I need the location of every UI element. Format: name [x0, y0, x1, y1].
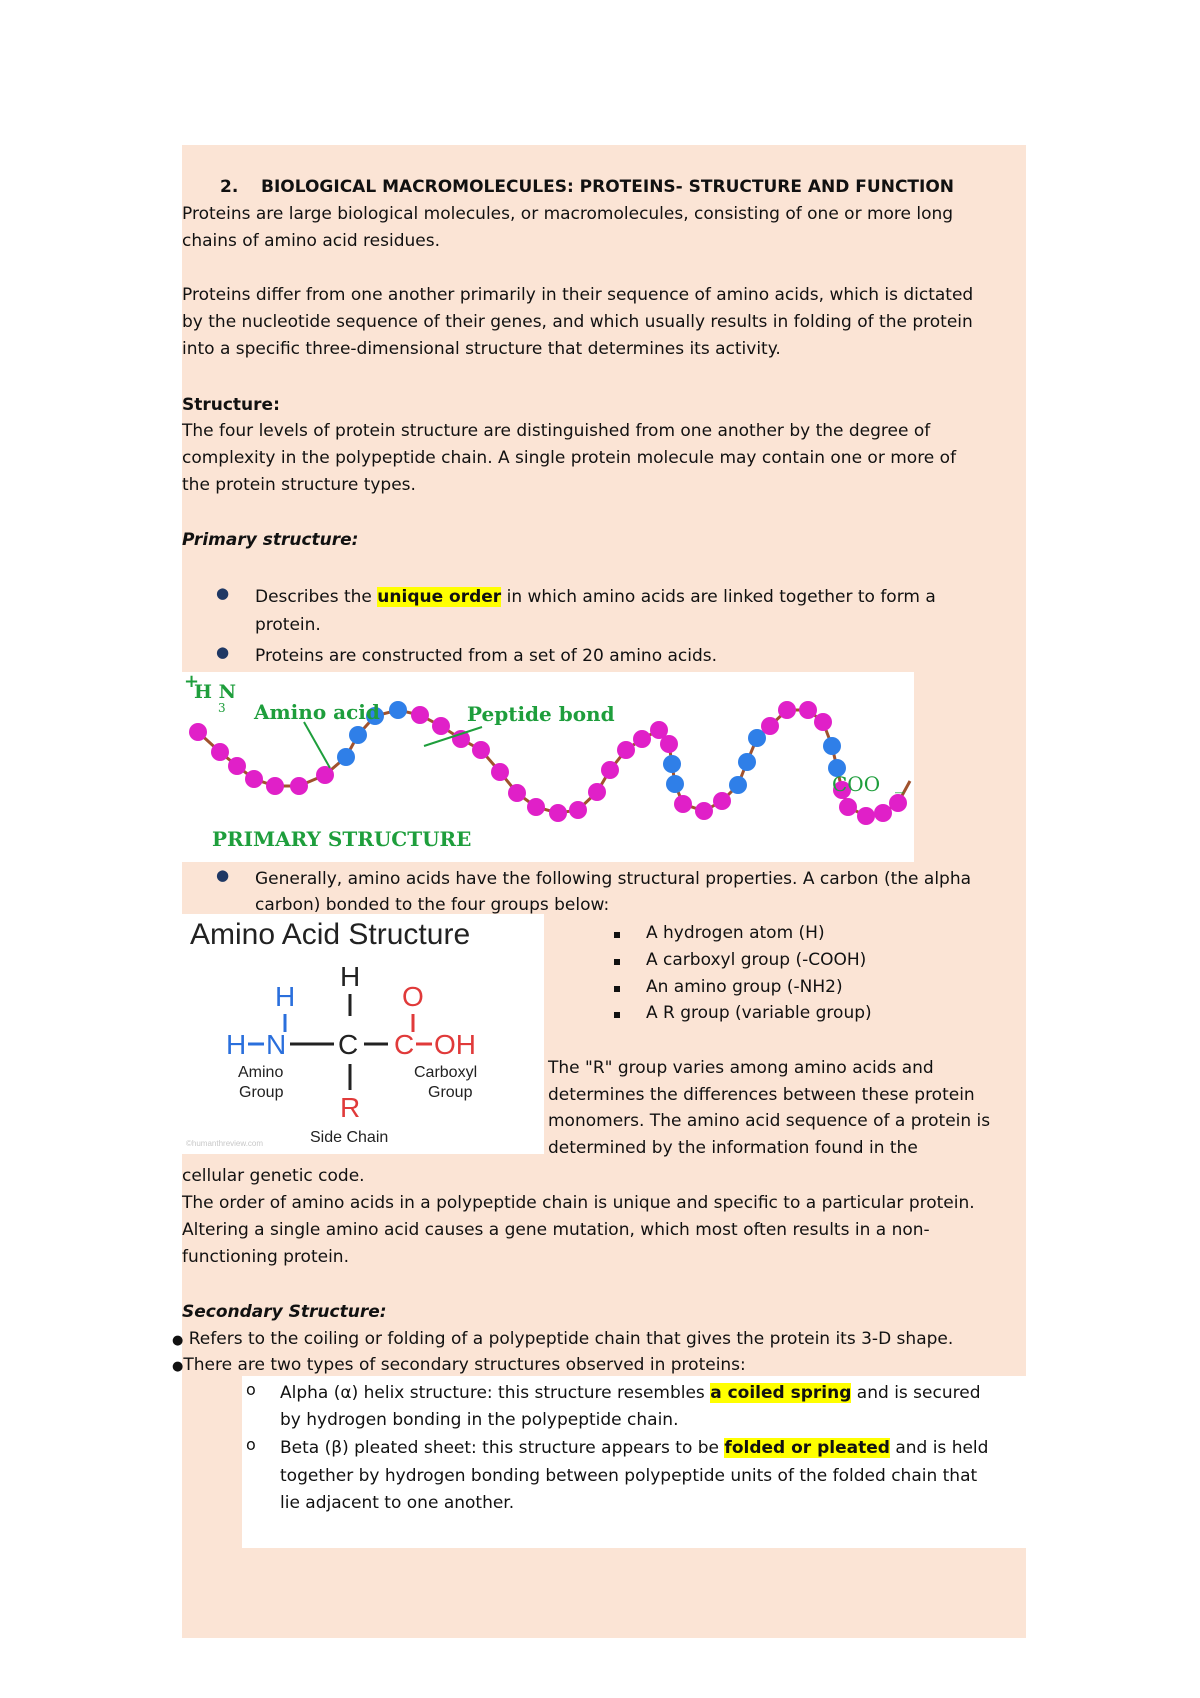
beta-sheet-cont: together by hydrogen bonding between polypeptide units of the folded chain that	[280, 1466, 978, 1486]
highlight-folded-pleated: folded or pleated	[724, 1438, 890, 1458]
watermark: ©humanthreview.com	[186, 1139, 264, 1148]
amino-acid-bead-pink	[799, 701, 817, 719]
after-line: Altering a single amino acid causes a gene mutation, which most often results in a non-	[182, 1220, 930, 1240]
bullet-dot: ●	[172, 1333, 184, 1348]
text: and is secured	[851, 1383, 981, 1403]
structure-line: complexity in the polypeptide chain. A single protein molecule may contain one or more of	[182, 448, 957, 468]
amino-acid-bead-pink	[549, 804, 567, 822]
structure-line: The four levels of protein structure are distinguished from one another by the degree of	[182, 421, 931, 441]
circle-bullet: o	[246, 1435, 256, 1454]
amino-group-label-2: Group	[239, 1084, 284, 1101]
primary-bullet-3: Generally, amino acids have the following structural properties. A carbon (the alpha	[255, 869, 972, 889]
beta-sheet-cont: lie adjacent to one another.	[280, 1493, 515, 1513]
bullet-dot: ●	[172, 1359, 184, 1374]
bullet-dot: ●	[216, 643, 230, 661]
amino-acid-bead-pink	[889, 794, 907, 812]
r-group-text: determines the differences between these protein	[548, 1085, 975, 1105]
amino-acid-bead-blue	[823, 737, 841, 755]
amino-acid-bead-pink	[617, 741, 635, 759]
amino-acid-bead-blue	[666, 775, 684, 793]
amino-acid-bead-pink	[472, 741, 490, 759]
amino-acid-bead-pink	[874, 804, 892, 822]
group-item: A carboxyl group (-COOH)	[646, 950, 867, 970]
primary-bullet-3-cont: carbon) bonded to the four groups below:	[255, 895, 610, 915]
amino-acid-bead-pink	[601, 761, 619, 779]
primary-bullet-1-cont: protein.	[255, 615, 321, 635]
nh3-sub: 3	[218, 701, 226, 715]
circle-bullet: o	[246, 1380, 256, 1399]
r-group-text: determined by the information found in the	[548, 1138, 918, 1158]
after-line: The order of amino acids in a polypeptide chain is unique and specific to a particular protein.	[182, 1193, 975, 1213]
coo-minus: _	[895, 773, 904, 794]
amino-acid-bead-pink	[761, 717, 779, 735]
secondary-bullet-2	[172, 1352, 746, 1380]
alpha-helix-item	[280, 1380, 980, 1407]
amino-acid-bead-pink	[245, 770, 263, 788]
nh3-label: H N	[194, 681, 236, 703]
amino-acid-bead-pink	[713, 792, 731, 810]
structure-line: the protein structure types.	[182, 475, 416, 495]
bullet-dot: ●	[216, 866, 230, 884]
amino-group-label: Amino	[238, 1064, 284, 1081]
peptide-pointer	[424, 727, 482, 746]
r-group-text: The "R" group varies among amino acids and	[548, 1058, 934, 1078]
coo-label: COO	[832, 772, 881, 796]
text: Refers to the coiling or folding of a polypeptide chain that gives the protein its 3-D shape.	[188, 1329, 954, 1349]
amino-acid-bead-pink	[839, 798, 857, 816]
amino-acid-bead-pink	[857, 807, 875, 825]
primary-structure-caption: PRIMARY STRUCTURE	[212, 827, 472, 851]
oh-group: OH	[434, 1029, 476, 1060]
amino-acid-bead-pink	[695, 802, 713, 820]
h-top: H	[340, 961, 361, 992]
amino-acid-bead-blue	[738, 753, 756, 771]
c-alpha: C	[338, 1029, 359, 1060]
group-item: An amino group (-NH2)	[646, 977, 843, 997]
square-bullet	[614, 932, 620, 938]
highlight-unique-order: unique order	[377, 587, 502, 607]
amino-acid-bead-pink	[508, 784, 526, 802]
amino-acid-bead-pink	[660, 735, 678, 753]
amino-acid-bead-pink	[778, 701, 796, 719]
n-atom: N	[266, 1029, 287, 1060]
amino-acid-bead-pink	[432, 717, 450, 735]
nh3-plus: +	[184, 672, 200, 692]
text: and is held	[889, 1438, 989, 1458]
differ-line: Proteins differ from one another primarily in their sequence of amino acids, which is dictated	[182, 285, 974, 305]
square-bullet	[614, 986, 620, 992]
secondary-bullet-1	[172, 1326, 953, 1354]
text: Beta (β) pleated sheet: this structure appears to be	[280, 1438, 725, 1458]
o-atom: O	[402, 981, 424, 1012]
amino-acid-bead-pink	[266, 777, 284, 795]
differ-line: by the nucleotide sequence of their genes, and which usually results in folding of the protein	[182, 312, 973, 332]
amino-structure-title: Amino Acid Structure	[190, 918, 471, 951]
amino-pointer	[304, 722, 330, 768]
amino-acid-bead-pink	[674, 795, 692, 813]
amino-acid-bead-pink	[211, 743, 229, 761]
amino-acid-bead-blue	[337, 748, 355, 766]
group-item: A R group (variable group)	[646, 1003, 872, 1023]
primary-title: Primary structure:	[182, 530, 359, 550]
carboxyl-group-label-2: Group	[428, 1084, 473, 1101]
section-title: BIOLOGICAL MACROMOLECULES: PROTEINS- STRUCTURE AND FUNCTION	[261, 177, 955, 197]
secondary-title: Secondary Structure:	[182, 1302, 387, 1322]
after-line: cellular genetic code.	[182, 1166, 365, 1186]
amino-acid-bead-blue	[729, 776, 747, 794]
highlight-coiled-spring: a coiled spring	[710, 1383, 852, 1403]
r-group-text: monomers. The amino acid sequence of a protein is	[548, 1111, 991, 1131]
carboxyl-group-label: Carboxyl	[414, 1064, 478, 1081]
amino-acid-bead-pink	[814, 713, 832, 731]
section-number: 2.	[220, 177, 239, 197]
square-bullet	[614, 1012, 620, 1018]
amino-acid-bead-pink	[491, 763, 509, 781]
amino-acid-bead-pink	[228, 757, 246, 775]
side-chain-label: Side Chain	[310, 1129, 389, 1146]
amino-acid-label: Amino acid	[254, 700, 380, 724]
primary-bullet-2: Proteins are constructed from a set of 20 amino acids.	[255, 646, 718, 666]
h-n-left: H	[226, 1029, 247, 1060]
text: Describes the	[255, 587, 378, 607]
square-bullet	[614, 959, 620, 965]
amino-acid-bead-blue	[389, 701, 407, 719]
text: Alpha (α) helix structure: this structure resembles	[280, 1383, 711, 1403]
text: in which amino acids are linked together to form a	[501, 587, 936, 607]
amino-acid-bead-pink	[527, 798, 545, 816]
amino-acid-bead-pink	[569, 801, 587, 819]
text: There are two types of secondary structures observed in proteins:	[183, 1355, 746, 1375]
amino-acid-bead-pink	[588, 783, 606, 801]
amino-acid-bead-blue	[663, 755, 681, 773]
structure-title: Structure:	[182, 395, 280, 415]
c-carboxyl: C	[394, 1029, 415, 1060]
amino-acid-bead-pink	[633, 730, 651, 748]
primary-bullet-1	[255, 584, 936, 611]
r-group: R	[340, 1092, 361, 1123]
group-item: A hydrogen atom (H)	[646, 923, 825, 943]
amino-acid-bead-pink	[411, 706, 429, 724]
differ-line: into a specific three-dimensional structure that determines its activity.	[182, 339, 781, 359]
h-n-top: H	[275, 981, 296, 1012]
amino-acid-bead-blue	[349, 726, 367, 744]
bullet-dot: ●	[216, 584, 230, 602]
amino-acid-bead-pink	[316, 766, 334, 784]
amino-acid-bead-pink	[189, 723, 207, 741]
alpha-helix-cont: by hydrogen bonding in the polypeptide chain.	[280, 1410, 679, 1430]
amino-acid-structure-figure	[182, 914, 544, 1154]
after-line: functioning protein.	[182, 1247, 349, 1267]
primary-structure-diagram	[182, 672, 914, 862]
beta-sheet-item	[280, 1435, 988, 1462]
peptide-bond-label: Peptide bond	[467, 702, 615, 726]
amino-acid-bead-pink	[290, 777, 308, 795]
intro-line: Proteins are large biological molecules, or macromolecules, consisting of one or more long	[182, 204, 954, 224]
intro-line: chains of amino acid residues.	[182, 231, 440, 251]
